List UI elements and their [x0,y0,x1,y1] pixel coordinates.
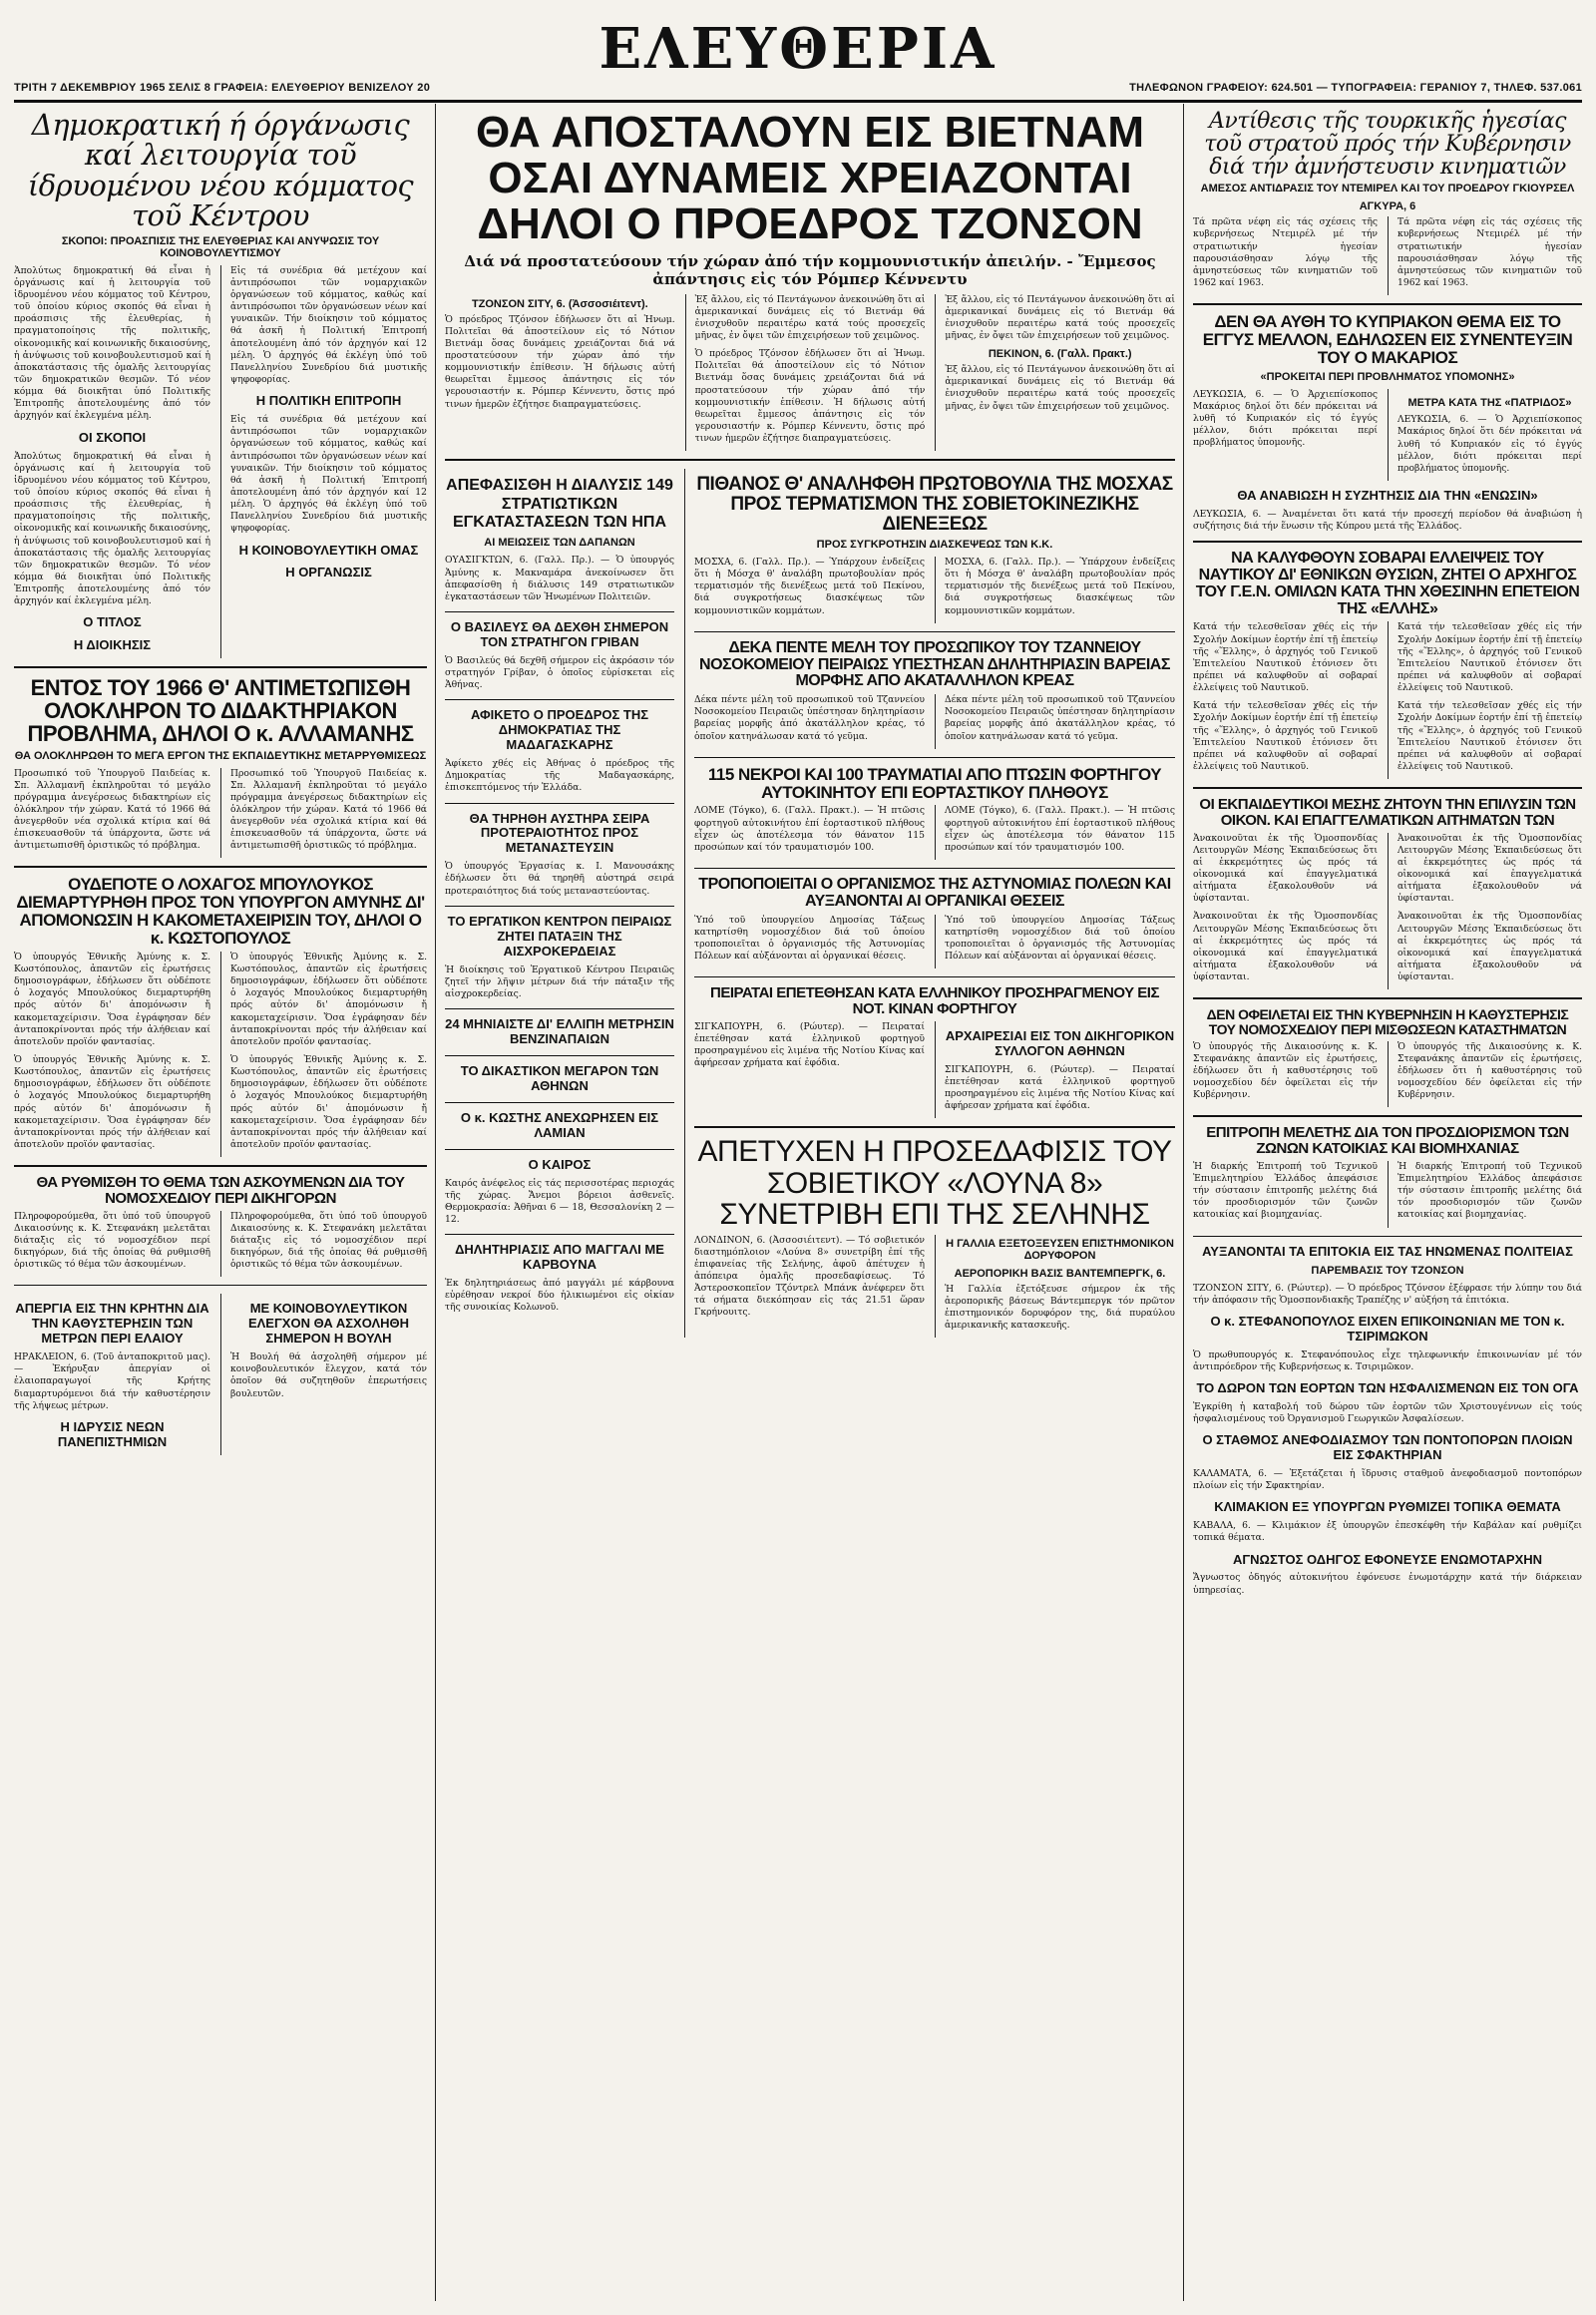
dateline: ΠΕΚΙΝΟΝ, 6. (Γαλλ. Πρακτ.) [988,348,1132,361]
article-text: ΛΕΥΚΩΣΙΑ, 6. — Ἀναμένεται ὅτι κατά τήν προσεχή περίοδον θά ἀναβιώση ἡ συζήτησις διά τήν ἕνωσιν τῆς Κύπρου μετά τῆς Ἑλλάδος. [1193,508,1582,533]
article-text: Εἰς τά συνέδρια θά μετέχουν καί ἀντιπρόσωποι τῶν νομαρχιακῶν ὀργανώσεων τοῦ κόμματος, καθώς καί ἀντιπρόσωποι τῶν ὀργανώσεων νέων καί γυναικῶν. Τήν διοίκησιν τοῦ κόμματος θά ἀσκῆ ἡ Πολιτική Ἐπιτροπή ἀποτελουμένη ἀπό τόν ἀρχηγόν καί 12 μέλη. Ὁ ἀρχηγός θά ἐκλέγη ὑπό τοῦ Πανελληνίου Συνεδρίου διά μυστικῆς ψηφοφορίας. [230,414,427,535]
headline-poisoning: ΔΗΛΗΤΗΡΙΑΣΙΣ ΑΠΟ ΜΑΓΓΑΛΙ ΜΕ ΚΑΡΒΟΥΝΑ [455,1242,664,1273]
article-text: ΜΟΣΧΑ, 6. (Γαλλ. Πρ.). — Ὑπάρχουν ἐνδείξεις ὅτι ἡ Μόσχα θ' ἀναλάβη πρωτοβουλίαν πρός τερματισμόν τῆς διενέξεως μετά τοῦ Πεκίνου, διά συγκροτήσεως διασκέψεως τῶν κομμουνιστικῶν κομμάτων. [945,557,1175,616]
headline-oga: ΤΟ ΔΩΡΟΝ ΤΩΝ ΕΟΡΤΩΝ ΤΩΝ ΗΣΦΑΛΙΣΜΕΝΩΝ ΕΙΣ ΤΟΝ ΟΓΑ [1196,1379,1579,1395]
article-text: Τά πρῶτα νέφη εἰς τάς σχέσεις τῆς κυβερνήσεως Ντεμιρέλ μέ τήν στρατιωτικήν ἡγεσίαν παρουσιάσθησαν λόγῳ τῆς ἀμνηστεύσεως τῶν κινηματιῶν τοῦ 1962 καί 1963. [1397,216,1582,288]
subheadline-france: Η ΓΑΛΛΙΑ ΕΞΕΤΟΞΕΥΣΕΝ ΕΠΙΣΤΗΜΟΝΙΚΟΝ ΔΟΡΥΦΟΡΟΝ [946,1237,1174,1262]
right-column [1193,104,1582,2301]
section-heading: ΜΕΤΡΑ ΚΑΤΑ ΤΗΣ «ΠΑΤΡΙΔΟΣ» [1407,396,1572,409]
subheadline: ΣΚΟΠΟΙ: ΠΡΟΑΣΠΙΣΙΣ ΤΗΣ ΕΛΕΥΘΕΡΙΑΣ ΚΑΙ ΑΝΥΨΩΣΙΣ ΤΟΥ ΚΟΙΝΟΒΟΥΛΕΥΤΙΣΜΟΥ [61,234,380,259]
article-text: ΗΡΑΚΛΕΙΟΝ, 6. (Τοῦ ἀνταποκριτοῦ μας). — Ἐκήρυξαν ἀπεργίαν οἱ ἐλαιοπαραγωγοί τῆς Κρήτης διαμαρτυρόμενοι διά τήν καθυστέρησιν τῆς λήψεως μέτρων. [14,1351,210,1411]
headline-teachers: ΟΙ ΕΚΠΑΙΔΕΥΤΙΚΟΙ ΜΕΣΗΣ ΖΗΤΟΥΝ ΤΗΝ ΕΠΙΛΥΣΙΝ ΤΩΝ ΟΙΚΟΝ. ΚΑΙ ΕΠΑΓΓΕΛΜΑΤΙΚΩΝ ΑΙΤΗΜΑΤΩΝ ΤΩΝ [1199,796,1576,829]
subheadline: ΑΙ ΜΕΙΩΣΕΙΣ ΤΩΝ ΔΑΠΑΝΩΝ [484,537,635,550]
article-text: Κατά τήν τελεσθεῖσαν χθές εἰς τήν Σχολήν Δοκίμων ἑορτήν ἐπί τῇ ἐπετείῳ τῆς «Ἕλλης», ὁ ἀρχηγός τοῦ Γενικοῦ Ἐπιτελείου Ναυτικοῦ ἐτόνισεν ὅτι πρέπει νά καλυφθοῦν αἱ σοβαραί ἐλλείψεις τοῦ Ναυτικοῦ. [1397,621,1582,694]
headline-lawyers: ΘΑ ΡΥΘΜΙΣΘΗ ΤΟ ΘΕΜΑ ΤΩΝ ΑΣΚΟΥΜΕΝΩΝ ΔΙΑ ΤΟΥ ΝΟΜΟΣΧΕΔΙΟΥ ΠΕΡΙ ΔΙΚΗΓΟΡΩΝ [36,1174,405,1207]
headline-driver: ΑΓΝΩΣΤΟΣ ΟΔΗΓΟΣ ΕΦΟΝΕΥΣΕ ΕΝΩΜΟΤΑΡΧΗΝ [1232,1551,1543,1567]
headline-bases: ΑΠΕΦΑΣΙΣΘΗ Η ΔΙΑΛΥΣΙΣ 149 ΣΤΡΑΤΙΩΤΙΚΩΝ ΕΓΚΑΤΑΣΤΑΣΕΩΝ ΤΩΝ ΗΠΑ [446,477,673,532]
article-text: Πληροφορούμεθα, ὅτι ὑπό τοῦ ὑπουργοῦ Δικαιοσύνης κ. Κ. Στεφανάκη μελετᾶται διάταξις εἰς τό νομοσχέδιον περί δικηγόρων, διά τῆς ὁποίας θά ρυθμισθῆ ὁριστικῶς τό θέμα τῶν ἀσκουμένων. [230,1210,427,1271]
center-left-subcolumn [445,469,674,1338]
column-divider [1183,104,1184,2301]
headline-ministers: ΚΛΙΜΑΚΙΟΝ ΕΞ ΥΠΟΥΡΓΩΝ ΡΥΘΜΙΖΕΙ ΤΟΠΙΚΑ ΘΕΜΑΤΑ [1214,1499,1561,1515]
article-text: Ὁ ὑπουργός Ἐθνικῆς Ἀμύνης κ. Σ. Κωστόπουλος, ἀπαντῶν εἰς ἐρωτήσεις δημοσιογράφων, ἐδήλωσεν ὅτι οὐδέποτε ὁ λοχαγός Μπουλούκος διεμαρτυρήθη πρός αὐτόν δι' ἀπομόνωσιν ἤ κακομεταχείρισιν. Ὅσα ἐγράφησαν δέν ἀνταποκρίνονται πρός τήν ἀλήθειαν καί ἀποτελοῦν προϊόν φαντασίας. [230,1053,427,1150]
subheadline: ΠΡΟΣ ΣΥΓΚΡΟΤΗΣΙΝ ΔΙΑΣΚΕΨΕΩΣ ΤΩΝ Κ.Κ. [816,539,1053,552]
headline-makarios: ΔΕΝ ΘΑ ΑΥΘΗ ΤΟ ΚΥΠΡΙΑΚΟΝ ΘΕΜΑ ΕΙΣ ΤΟ ΕΓΓΥΣ ΜΕΛΛΟΝ, ΕΔΗΛΩΣΕΝ ΕΙΣ ΣΥΝΕΝΤΕΥΞΙΝ ΤΟΥ Ο ΜΑΚΑΡΙΟΣ [1202,312,1573,367]
column-divider [435,104,436,2301]
article-text: ΜΟΣΧΑ, 6. (Γαλλ. Πρ.). — Ὑπάρχουν ἐνδείξεις ὅτι ἡ Μόσχα θ' ἀναλάβη πρωτοβουλίαν πρός τερματισμόν τῆς διενέξεως μετά τοῦ Πεκίνου, διά συγκροτήσεως διασκέψεως τῶν κομμουνιστικῶν κομμάτων. [694,557,925,616]
section-heading: Η ΠΟΛΙΤΙΚΗ ΕΠΙΤΡΟΠΗ [255,393,402,409]
headline-labour-centre: ΤΟ ΕΡΓΑΤΙΚΟΝ ΚΕΝΤΡΟΝ ΠΕΙΡΑΙΩΣ ΖΗΤΕΙ ΠΑΤΑΞΙΝ ΤΗΣ ΑΙΣΧΡΟΚΕΡΔΕΙΑΣ [447,913,672,959]
article-text: Ἀνακοινοῦται ἐκ τῆς Ὁμοσπονδίας Λειτουργῶν Μέσης Ἐκπαιδεύσεως ὅτι αἱ ἐκκρεμότητες ὡς πρός τά οἰκονομικά καί ἐπαγγελματικά αἰτήματα ἐξακολουθοῦν νά ὑφίστανται. [1193,832,1378,905]
headline-vietnam: ΘΑ ΑΠΟΣΤΑΛΟΥΝ ΕΙΣ ΒΙΕΤΝΑΜ ΟΣΑΙ ΔΥΝΑΜΕΙΣ ΧΡΕΙΑΖΟΝΤΑΙ ΔΗΛΟΙ Ο ΠΡΟΕΔΡΟΣ ΤΖΟΝΣΟΝ [475,108,1145,249]
headline-sfaktiria: Ο ΣΤΑΘΜΟΣ ΑΝΕΦΟΔΙΑΣΜΟΥ ΤΩΝ ΠΟΝΤΟΠΟΡΩΝ ΠΛΟΙΩΝ ΕΙΣ ΣΦΑΚΤΗΡΙΑΝ [1202,1432,1573,1463]
headline-leases: ΔΕΝ ΟΦΕΙΛΕΤΑΙ ΕΙΣ ΤΗΝ ΚΥΒΕΡΝΗΣΙΝ Η ΚΑΘΥΣΤΕΡΗΣΙΣ ΤΟΥ ΝΟΜΟΣΧΕΔΙΟΥ ΠΕΡΙ ΜΙΣΘΩΣΕΩΝ ΚΑΤΑΣΤΗΜΑΤΩΝ [1206,1006,1569,1037]
masthead [14,14,1582,103]
article-text: ΣΙΓΚΑΠΟΥΡΗ, 6. (Ρώυτερ). — Πειραταί ἐπετέθησαν κατά ἑλληνικοῦ φορτηγοῦ προσηραγμένου εἰς λιμένα τῆς Νοτίου Κίνας καί ἀφήρεσαν χρήματα καί ἐφόδια. [694,1020,925,1069]
subheadline-vietnam: Διά νά προστατεύσουν τήν χώραν ἀπό τήν κομμουνιστικήν ἀπειλήν. - Ἔμμεσος ἀπάντησις εἰς τόν Ρόμπερ Κέννεντυ [464,251,1156,288]
headline-kostis: Ο κ. ΚΩΣΤΗΣ ΑΝΕΧΩΡΗΣΕΝ ΕΙΣ ΛΑΜΙΑΝ [460,1109,659,1140]
article-text: Ἀπολύτως δημοκρατική θά εἶναι ἡ ὀργάνωσις καί ἡ λειτουργία τοῦ ἱδρυομένου νέου κόμματος τοῦ Κέντρου, τοῦ ὁποίου κύριος σκοπός θά εἶναι ἡ προάσπισις τῆς ἐλευθερίας, ἡ πραγματοποίησις τῆς πολιτικῆς, οἰκονομικῆς καί κοινωνικῆς δικαιοσύνης, ἡ ἀνύψωσις τοῦ κοινοβουλευτισμοῦ καί ἡ ἀποκατάστασις τῆς ὁμαλῆς λειτουργίας τῶν δημοκρατικῶν θεσμῶν. Τό νέον κόμμα θά διοικῆται ὑπό Πολιτικῆς Ἐπιτροπῆς ἀποτελουμένης ἀπό τόν ἀρχηγόν καί ἐκλεγμένα μέλη. [14,264,210,422]
section-heading: Η ΚΟΙΝΟΒΟΥΛΕΥΤΙΚΗ ΟΜΑΣ [238,542,419,558]
article-text: Ἐκ δηλητηριάσεως ἀπό μαγγάλι μέ κάρβουνα εὑρέθησαν νεκροί δύο ἡλικιωμένοι εἰς οἰκίαν τῆς συνοικίας Κολωνοῦ. [445,1277,674,1314]
article-text: ΤΖΟΝΣΟΝ ΣΙΤΥ, 6. (Ρώυτερ). — Ὁ πρόεδρος Τζόνσον ἐξέφρασε τήν λύπην του διά τήν ἀπόφασιν τῆς Ὁμοσπονδιακῆς Τραπέζης ν' αὐξήση τά ἐπιτόκια. [1193,1282,1582,1306]
section-heading: Η ΟΡΓΑΝΩΣΙΣ [285,565,372,580]
article-text: ΛΕΥΚΩΣΙΑ, 6. — Ὁ Ἀρχιεπίσκοπος Μακάριος δηλοί ὅτι δέν πρόκειται νά λυθῆ τό Κυπριακόν εἰς τό ἐγγύς μέλλον, διότι πρόκειται περί προβλήματος ὑπομονῆς. [1397,414,1582,474]
article-text: Ὁ ὑπουργός Ἐθνικῆς Ἀμύνης κ. Σ. Κωστόπουλος, ἀπαντῶν εἰς ἐρωτήσεις δημοσιογράφων, ἐδήλωσεν ὅτι οὐδέποτε ὁ λοχαγός Μπουλούκος διεμαρτυρήθη πρός αὐτόν δι' ἀπομόνωσιν ἤ κακομεταχείρισιν. Ὅσα ἐγράφησαν δέν ἀνταποκρίνονται πρός τήν ἀλήθειαν καί ἀποτελοῦν προϊόν φαντασίας. [230,951,427,1047]
headline-luna8: ΑΠΕΤΥΧΕΝ Η ΠΡΟΣΕΔΑΦΙΣΙΣ ΤΟΥ ΣΟΒΙΕΤΙΚΟΥ «ΛΟΥΝΑ 8» ΣΥΝΕΤΡΙΒΗ ΕΠΙ ΤΗΣ ΣΕΛΗΝΗΣ [697,1135,1172,1232]
article-text: Ἐξ ἄλλου, εἰς τό Πεντάγωνον ἀνεκοινώθη ὅτι αἱ ἀμερικανικαί δυνάμεις εἰς τό Βιετνάμ θά ἐνισχυθοῦν περαιτέρω κατά τούς προσεχεῖς μῆνας, ἐν ὄψει τῶν ἐπιχειρήσεων τοῦ χειμῶνος. [945,293,1175,341]
headline-universities: Η ΙΔΡΥΣΙΣ ΝΕΩΝ ΠΑΝΕΠΙΣΤΗΜΙΩΝ [57,1418,168,1449]
article-text: Δέκα πέντε μέλη τοῦ προσωπικοῦ τοῦ Τζαννείου Νοσοκομείου Πειραιῶς ὑπέστησαν δηλητηρίασιν βαρείας μορφῆς ἀπό ἀκατάλληλον κρέας, τό ὁποῖον κατηνάλωσαν κατά τό γεῦμα. [694,694,925,742]
headline-madagascar: ΑΦΙΚΕΤΟ Ο ΠΡΟΕΔΡΟΣ ΤΗΣ ΔΗΜΟΚΡΑΤΙΑΣ ΤΗΣ ΜΑΔΑΓΑΣΚΑΡΗΣ [470,707,649,753]
article-text: Εἰς τά συνέδρια θά μετέχουν καί ἀντιπρόσωποι τῶν νομαρχιακῶν ὀργανώσεων τοῦ κόμματος, καθώς καί ἀντιπρόσωποι τῶν ὀργανώσεων νέων καί γυναικῶν. Τήν διοίκησιν τοῦ κόμματος θά ἀσκῆ ἡ Πολιτική Ἐπιτροπή ἀποτελουμένη ἀπό τόν ἀρχηγόν καί 12 μέλη. Ὁ ἀρχηγός θά ἐκλέγη ὑπό τοῦ Πανελληνίου Συνεδρίου διά μυστικῆς ψηφοφορίας. [230,264,427,386]
article-text: Ἀφίκετο χθές εἰς Ἀθήνας ὁ πρόεδρος τῆς Δημοκρατίας τῆς Μαδαγασκάρης, ἐπισκεπτόμενος τήν Ἑλλάδα. [445,758,674,794]
masthead-dateline: ΤΡΙΤΗ 7 ΔΕΚΕΜΒΡΙΟΥ 1965 ΣΕΛΙΣ 8 ΓΡΑΦΕΙΑ: ΕΛΕΥΘΕΡΙΟΥ ΒΕΝΙΖΕΛΟΥ 20 [14,82,431,94]
article-text: Τά πρῶτα νέφη εἰς τάς σχέσεις τῆς κυβερνήσεως Ντεμιρέλ μέ τήν στρατιωτικήν ἡγεσίαν παρουσιάσθησαν λόγῳ τῆς ἀμνηστεύσεως τῶν κινηματιῶν τοῦ 1962 καί 1963. [1193,216,1378,288]
article-text: ΛΕΥΚΩΣΙΑ, 6. — Ὁ Ἀρχιεπίσκοπος Μακάριος δηλοί ὅτι δέν πρόκειται νά λυθῆ τό Κυπριακόν εἰς τό ἐγγύς μέλλον, διότι πρόκειται περί προβλήματος ὑπομονῆς. [1193,388,1378,449]
article-text: Ὁ πρόεδρος Τζόνσον ἐδήλωσεν ὅτι αἱ Ἡνωμ. Πολιτεῖαι θά ἀποστείλουν εἰς τό Νότιον Βιετνάμ ὅσας δυνάμεις χρειάζονται διά νά προστατεύσουν τήν χώραν ἀπό τήν κομμουνιστικήν ἐπίθεσιν. Ἡ δήλωσις αὐτή θεωρεῖται ἔμμεσος ἀπάντησις εἰς τόν γερουσιαστήν κ. Ρόμπερ Κέννεντυ, ὅστις πρό τινων ἡμερῶν ἐζήτησε διαπραγματεύσεις. [445,313,675,410]
article-text: Ὁ πρόεδρος Τζόνσον ἐδήλωσεν ὅτι αἱ Ἡνωμ. Πολιτεῖαι θά ἀποστείλουν εἰς τό Νότιον Βιετνάμ ὅσας δυνάμεις χρειάζονται διά νά προστατεύσουν τήν χώραν ἀπό τήν κομμουνιστικήν ἐπίθεσιν. Ἡ δήλωσις αὐτή θεωρεῖται ἔμμεσος ἀπάντησις εἰς τόν γερουσιαστήν κ. Ρόμπερ Κέννεντυ, ὅστις πρό τινων ἡμερῶν ἐζήτησε διαπραγματεύσεις. [694,348,926,445]
article-text: Ὁ ὑπουργός Ἐθνικῆς Ἀμύνης κ. Σ. Κωστόπουλος, ἀπαντῶν εἰς ἐρωτήσεις δημοσιογράφων, ἐδήλωσεν ὅτι οὐδέποτε ὁ λοχαγός Μπουλούκος διεμαρτυρήθη πρός αὐτόν δι' ἀπομόνωσιν ἤ κακομεταχείρισιν. Ὅσα ἐγράφησαν δέν ἀνταποκρίνονται πρός τήν ἀλήθειαν καί ἀποτελοῦν προϊόν φαντασίας. [14,951,210,1047]
headline-turkey: Αντίθεσις τῆς τουρκικῆς ἡγεσίας τοῦ στρατοῦ πρός τήν Κυβέρνησιν διά τήν ἀμνήστευσιν κινηματιῶν [1204,109,1571,181]
article-text: Ἐξ ἄλλου, εἰς τό Πεντάγωνον ἀνεκοινώθη ὅτι αἱ ἀμερικανικαί δυνάμεις εἰς τό Βιετνάμ θά ἐνισχυθοῦν περαιτέρω κατά τούς προσεχεῖς μῆνας, ἐν ὄψει τῶν ἐπιχειρήσεων τοῦ χειμῶνος. [945,364,1175,412]
article-text: Κατά τήν τελεσθεῖσαν χθές εἰς τήν Σχολήν Δοκίμων ἑορτήν ἐπί τῇ ἐπετείῳ τῆς «Ἕλλης», ὁ ἀρχηγός τοῦ Γενικοῦ Ἐπιτελείου Ναυτικοῦ ἐτόνισεν ὅτι πρέπει νά καλυφθοῦν αἱ σοβαραί ἐλλείψεις τοῦ Ναυτικοῦ. [1397,700,1582,772]
newspaper-title: ΕΛΕΥΘΕΡΙΑ [598,16,998,82]
subheadline: «ΠΡΟΚΕΙΤΑΙ ΠΕΡΙ ΠΡΟΒΛΗΜΑΤΟΣ ΥΠΟΜΟΝΗΣ» [1260,370,1515,383]
headline-strike: ΑΠΕΡΓΙΑ ΕΙΣ ΤΗΝ ΚΡΗΤΗΝ ΔΙΑ ΤΗΝ ΚΑΘΥΣΤΕΡΗΣΙΝ ΤΩΝ ΜΕΤΡΩΝ ΠΕΡΙ ΕΛΑΙΟΥ [15,1301,209,1347]
center-column [445,104,1175,2301]
center-right-subarea [684,469,1175,1338]
article-text: Κατά τήν τελεσθεῖσαν χθές εἰς τήν Σχολήν Δοκίμων ἑορτήν ἐπί τῇ ἐπετείῳ τῆς «Ἕλλης», ὁ ἀρχηγός τοῦ Γενικοῦ Ἐπιτελείου Ναυτικοῦ ἐτόνισεν ὅτι πρέπει νά καλυφθοῦν αἱ σοβαραί ἐλλείψεις τοῦ Ναυτικοῦ. [1193,700,1378,772]
headline-zones: ΕΠΙΤΡΟΠΗ ΜΕΛΕΤΗΣ ΔΙΑ ΤΟΝ ΠΡΟΣΔΙΟΡΙΣΜΟΝ ΤΩΝ ΖΩΝΩΝ ΚΑΤΟΙΚΙΑΣ ΚΑΙ ΒΙΟΜΗΧΑΝΙΑΣ [1206,1124,1569,1158]
article-text: Ἡ διαρκής Ἐπιτροπή τοῦ Τεχνικοῦ Ἐπιμελητηρίου Ἑλλάδος ἀπεφάσισε τήν σύστασιν ἐπιτροπῆς μελέτης διά τόν προσδιορισμόν τῶν ζωνῶν κατοικίας καί βιομηχανίας. [1397,1160,1582,1221]
section-heading: ΟΙ ΣΚΟΠΟΙ [78,429,147,445]
article-text: Ἀπολύτως δημοκρατική θά εἶναι ἡ ὀργάνωσις καί ἡ λειτουργία τοῦ ἱδρυομένου νέου κόμματος τοῦ Κέντρου, τοῦ ὁποίου κύριος σκοπός θά εἶναι ἡ προάσπισις τῆς ἐλευθερίας, ἡ πραγματοποίησις τῆς πολιτικῆς, οἰκονομικῆς καί κοινωνικῆς δικαιοσύνης, ἡ ἀνύψωσις τοῦ κοινοβουλευτισμοῦ καί ἡ ἀποκατάστασις τῆς ὁμαλῆς λειτουργίας τῶν δημοκρατικῶν θεσμῶν. Τό νέον κόμμα θά διοικῆται ὑπό Πολιτικῆς Ἐπιτροπῆς ἀποτελουμένης ἀπό τόν ἀρχηγόν καί ἐκλεγμένα μέλη. [14,450,210,607]
headline-stefanopoulos: Ο κ. ΣΤΕΦΑΝΟΠΟΥΛΟΣ ΕΙΧΕΝ ΕΠΙΚΟΙΝΩΝΙΑΝ ΜΕ ΤΟΝ κ. ΤΣΙΡΙΜΩΚΟΝ [1210,1313,1565,1344]
subheadline: ΑΜΕΣΟΣ ΑΝΤΙΔΡΑΣΙΣ ΤΟΥ ΝΤΕΜΙΡΕΛ ΚΑΙ ΤΟΥ ΠΡΟΕΔΡΟΥ ΓΚΙΟΥΡΣΕΛ [1200,183,1575,195]
article-text: Πληροφορούμεθα, ὅτι ὑπό τοῦ ὑπουργοῦ Δικαιοσύνης κ. Κ. Στεφανάκη μελετᾶται διάταξις εἰς τό νομοσχέδιον περί δικηγόρων, διά τῆς ὁποίας θά ρυθμισθῆ ὁριστικῶς τό θέμα τῶν ἀσκουμένων. [14,1210,210,1271]
section-heading: Η ΔΙΟΙΚΗΣΙΣ [73,637,152,653]
article-text: Κατά τήν τελεσθεῖσαν χθές εἰς τήν Σχολήν Δοκίμων ἑορτήν ἐπί τῇ ἐπετείῳ τῆς «Ἕλλης», ὁ ἀρχηγός τοῦ Γενικοῦ Ἐπιτελείου Ναυτικοῦ ἐτόνισεν ὅτι πρέπει νά καλυφθοῦν αἱ σοβαραί ἐλλείψεις τοῦ Ναυτικοῦ. [1193,621,1378,694]
article-text: Ὁ πρωθυπουργός κ. Στεφανόπουλος εἶχε τηλεφωνικήν ἐπικοινωνίαν μέ τόν ἀντιπρόεδρον τῆς Κυβερνήσεως κ. Τσιριμῶκον. [1193,1349,1582,1372]
article-text: ΣΙΓΚΑΠΟΥΡΗ, 6. (Ρώυτερ). — Πειραταί ἐπετέθησαν κατά ἑλληνικοῦ φορτηγοῦ προσηραγμένου εἰς λιμένα τῆς Νοτίου Κίνας καί ἀφήρεσαν χρήματα καί ἐφόδια. [945,1063,1175,1111]
headline-enosis: ΘΑ ΑΝΑΒΙΩΣΗ Η ΣΥΖΗΤΗΣΙΣ ΔΙΑ ΤΗΝ «ΕΝΩΣΙΝ» [1237,488,1538,503]
article-text: Ὑπό τοῦ ὑπουργείου Δημοσίας Τάξεως κατηρτίσθη νομοσχέδιον διά τοῦ ὁποίου τροποποιεῖται ὁ ὀργανισμός τῆς Ἀστυνομίας Πόλεων καί αὐξάνονται αἱ ὀργανικαί θέσεις. [945,914,1175,962]
headline-courthouse: ΤΟ ΔΙΚΑΣΤΙΚΟΝ ΜΕΓΑΡΟΝ ΤΩΝ ΑΘΗΝΩΝ [460,1062,659,1093]
article-text: Ὑπό τοῦ ὑπουργείου Δημοσίας Τάξεως κατηρτίσθη νομοσχέδιον διά τοῦ ὁποίου τροποποιεῖται ὁ ὀργανισμός τῆς Ἀστυνομίας Πόλεων καί αὐξάνονται αἱ ὀργανικαί θέσεις. [694,914,925,962]
article-text: Ἄγνωστος ὁδηγός αὐτοκινήτου ἐφόνευσε ἐνωμοτάρχην κατά τήν διάρκειαν ὑπηρεσίας. [1193,1572,1582,1596]
headline-moscow: ΠΙΘΑΝΟΣ Θ' ΑΝΑΛΗΦΘΗ ΠΡΩΤΟΒΟΥΛΙΑ ΤΗΣ ΜΟΣΧΑΣ ΠΡΟΣ ΤΕΡΜΑΤΙΣΜΟΝ ΤΗΣ ΣΟΒΙΕΤΟΚΙΝΕΖΙΚΗΣ ΔΙΕΝΕΞΕΩΣ [696,474,1173,536]
headline-emigration: ΘΑ ΤΗΡΗΘΗ ΑΥΣΤΗΡΑ ΣΕΙΡΑ ΠΡΟΤΕΡΑΙΟΤΗΤΟΣ ΠΡΟΣ ΜΕΤΑΝΑΣΤΕΥΣΙΝ [469,810,650,856]
headline-center-party: Δημοκρατική ή όργάνωσις καί λειτουργία τοῦ ίδρυομένου νέου κόμματος τοῦ Κέντρου [27,108,414,233]
article-text: Ὁ ὑπουργός τῆς Δικαιοσύνης κ. Κ. Στεφανάκης ἀπαντῶν εἰς ἐρωτήσεις, ἐδήλωσεν ὅτι ἡ καθυστέρησις τοῦ νομοσχεδίου δέν ὀφείλεται εἰς τήν Κυβέρνησιν. [1193,1040,1378,1101]
headline-school-buildings: ΕΝΤΟΣ ΤΟΥ 1966 Θ' ΑΝΤΙΜΕΤΩΠΙΣΘΗ ΟΛΟΚΛΗΡΟΝ ΤΟ ΔΙΔΑΚΤΗΡΙΑΚΟΝ ΠΡΟΒΛΗΜΑ, ΔΗΛΟΙ Ο κ. ΑΛΛΑΜΑΝΗΣ [27,675,414,747]
article-text: ΟΥΑΣΙΓΚΤΩΝ, 6. (Γαλλ. Πρ.). — Ὁ ὑπουργός Ἀμύνης κ. Μακναμάρα ἀνεκοίνωσεν ὅτι ἀπεφασίσθη ἡ διάλυσις 149 στρατιωτικῶν ἐγκαταστάσεων τῶν Ἡνωμένων Πολιτειῶν. [445,555,674,602]
headline-truck: 115 ΝΕΚΡΟΙ ΚΑΙ 100 ΤΡΑΥΜΑΤΙΑΙ ΑΠΟ ΠΤΩΣΙΝ ΦΟΡΤΗΓΟΥ ΑΥΤΟΚΙΝΗΤΟΥ ΕΠΙ ΕΟΡΤΑΣΤΙΚΟΥ ΠΛΗΘΟΥΣ [707,764,1162,802]
article-text: Ὁ ὑπουργός Ἐργασίας κ. Ι. Μανουσάκης ἐδήλωσεν ὅτι θά τηρηθῆ αὐστηρά σειρά προτεραιότητος διά τούς μεταναστεύοντας. [445,861,674,897]
article-text: Ἀνακοινοῦται ἐκ τῆς Ὁμοσπονδίας Λειτουργῶν Μέσης Ἐκπαιδεύσεως ὅτι αἱ ἐκκρεμότητες ὡς πρός τά οἰκονομικά καί ἐπαγγελματικά αἰτήματα ἐξακολουθοῦν νά ὑφίστανται. [1193,911,1378,983]
article-text: ΛΟΝΔΙΝΟΝ, 6. (Ἀσσοσιέιτεντ). — Τό σοβιετικόν διαστημόπλοιον «Λούνα 8» συνετρίβη ἐπί τῆς ἐπιφανείας τῆς Σελήνης, ἀφοῦ ἀπέτυχεν ἡ ἀπόπειρα ὁμαλῆς προσεδαφίσεως. Τό Ἀστεροσκοπεῖον Τζόντρελ Μπάνκ ἀνέφερεν ὅτι τά σήματα διεκόπησαν εἰς τάς 21.51 ὥραν Γκρήνουιτς. [694,1234,925,1319]
headline-elections: ΑΡΧΑΙΡΕΣΙΑΙ ΕΙΣ ΤΟΝ ΔΙΚΗΓΟΡΙΚΟΝ ΣΥΛΛΟΓΟΝ ΑΘΗΝΩΝ [945,1027,1175,1058]
article-text: Ἡ διαρκής Ἐπιτροπή τοῦ Τεχνικοῦ Ἐπιμελητηρίου Ἑλλάδος ἀπεφάσισε τήν σύστασιν ἐπιτροπῆς μελέτης διά τόν προσδιορισμόν τῶν ζωνῶν κατοικίας καί βιομηχανίας. [1193,1160,1378,1221]
headline-hospital: ΔΕΚΑ ΠΕΝΤΕ ΜΕΛΗ ΤΟΥ ΠΡΟΣΩΠΙΚΟΥ ΤΟΥ ΤΖΑΝΝΕΙΟΥ ΝΟΣΟΚΟΜΕΙΟΥ ΠΕΙΡΑΙΩΣ ΥΠΕΣΤΗΣΑΝ ΔΗΛΗΤΗΡΙΑΣΙΝ ΒΑΡΕΙΑΣ ΜΟΡΦΗΣ ΑΠΟ ΑΚΑΤΑΛΛΗΛΟΝ ΚΡΕΑΣ [699,638,1170,690]
article-text: Ὁ Βασιλεύς θά δεχθῆ σήμερον εἰς ἀκρόασιν τόν στρατηγόν Γρίβαν, ὁ ὁποῖος εὑρίσκεται εἰς Ἀθήνας. [445,654,674,691]
headline-police: ΤΡΟΠΟΠΟΙΕΙΤΑΙ Ο ΟΡΓΑΝΙΣΜΟΣ ΤΗΣ ΑΣΤΥΝΟΜΙΑΣ ΠΟΛΕΩΝ ΚΑΙ ΑΥΞΑΝΟΝΤΑΙ ΑΙ ΟΡΓΑΝΙΚΑΙ ΘΕΣΕΙΣ [698,875,1171,910]
headline-captain: ΟΥΔΕΠΟΤΕ Ο ΛΟΧΑΓΟΣ ΜΠΟΥΛΟΥΚΟΣ ΔΙΕΜΑΡΤΥΡΗΘΗ ΠΡΟΣ ΤΟΝ ΥΠΟΥΡΓΟΝ ΑΜΥΝΗΣ ΔΙ' ΑΠΟΜΟΝΩΣΙΝ Η ΚΑΚΟΜΕΤΑΧΕΙΡΙΣΙΝ ΤΟΥ, ΔΗΛΟΙ Ο κ. ΚΩΣΤΟΠΟΥΛΟΣ [16,875,425,949]
article-text: Ἡ διοίκησις τοῦ Ἐργατικοῦ Κέντρου Πειραιῶς ζητεῖ τήν λῆψιν μέτρων διά τήν πάταξιν τῆς αἰσχροκερδείας. [445,964,674,999]
section-heading: Ο ΤΙΤΛΟΣ [83,614,142,630]
headline-navy: ΝΑ ΚΑΛΥΦΘΟΥΝ ΣΟΒΑΡΑΙ ΕΛΛΕΙΨΕΙΣ ΤΟΥ ΝΑΥΤΙΚΟΥ ΔΙ' ΕΘΝΙΚΩΝ ΘΥΣΙΩΝ, ΖΗΤΕΙ Ο ΑΡΧΗΓΟΣ ΤΟΥ Γ.Ε.Ν. ΟΜΙΛΩΝ ΚΑΤΑ ΤΗΝ ΧΘΕΣΙΝΗΝ ΕΠΕΤΕΙΟΝ ΤΗΣ «ΕΛΛΗΣ» [1195,550,1580,617]
headline-rates: ΑΥΞΑΝΟΝΤΑΙ ΤΑ ΕΠΙΤΟΚΙΑ ΕΙΣ ΤΑΣ ΗΝΩΜΕΝΑΣ ΠΟΛΙΤΕΙΑΣ [1202,1243,1573,1259]
headline-weather: Ο ΚΑΙΡΟΣ [528,1156,592,1172]
article-text: ΛΟΜΕ (Τόγκο), 6. (Γαλλ. Πρακτ.). — Ἡ πτῶσις φορτηγοῦ αὐτοκινήτου ἐπί ἑορταστικοῦ πλήθους εἶχεν ὡς ἀποτέλεσμα τόν θάνατον 115 προσώπων καί τόν τραυματισμόν 100. [945,805,1175,853]
article-text: Ὁ ὑπουργός Ἐθνικῆς Ἀμύνης κ. Σ. Κωστόπουλος, ἀπαντῶν εἰς ἐρωτήσεις δημοσιογράφων, ἐδήλωσεν ὅτι οὐδέποτε ὁ λοχαγός Μπουλούκος διεμαρτυρήθη πρός αὐτόν δι' ἀπομόνωσιν ἤ κακομεταχείρισιν. Ὅσα ἐγράφησαν δέν ἀνταποκρίνονται πρός τήν ἀλήθειαν καί ἀποτελοῦν προϊόν φαντασίας. [14,1053,210,1150]
dateline: ΑΕΡΟΠΟΡΙΚΗ ΒΑΣΙΣ ΒΑΝΤΕΜΠΕΡΓΚ, 6. [954,1267,1166,1280]
article-text: Ἀνακοινοῦται ἐκ τῆς Ὁμοσπονδίας Λειτουργῶν Μέσης Ἐκπαιδεύσεως ὅτι αἱ ἐκκρεμότητες ὡς πρός τά οἰκονομικά καί ἐπαγγελματικά αἰτήματα ἐξακολουθοῦν νά ὑφίστανται. [1397,832,1582,905]
article-text: Ὁ ὑπουργός τῆς Δικαιοσύνης κ. Κ. Στεφανάκης ἀπαντῶν εἰς ἐρωτήσεις, ἐδήλωσεν ὅτι ἡ καθυστέρησις τοῦ νομοσχεδίου δέν ὀφείλεται εἰς τήν Κυβέρνησιν. [1397,1040,1582,1101]
article-text: Ἐξ ἄλλου, εἰς τό Πεντάγωνον ἀνεκοινώθη ὅτι αἱ ἀμερικανικαί δυνάμεις εἰς τό Βιετνάμ θά ἐνισχυθοῦν περαιτέρω κατά τούς προσεχεῖς μῆνας, ἐν ὄψει τῶν ἐπιχειρήσεων τοῦ χειμῶνος. [694,293,926,341]
article-text: Ἐγκρίθη ἡ καταβολή τοῦ δώρου τῶν ἑορτῶν τῶν Χριστουγέννων εἰς τούς ἠσφαλισμένους τοῦ Ὀργανισμοῦ Γεωργικῶν Ἀσφαλίσεων. [1193,1400,1582,1425]
article-text: Ἀνακοινοῦται ἐκ τῆς Ὁμοσπονδίας Λειτουργῶν Μέσης Ἐκπαιδεύσεως ὅτι αἱ ἐκκρεμότητες ὡς πρός τά οἰκονομικά καί ἐπαγγελματικά αἰτήματα ἐξακολουθοῦν νά ὑφίστανται. [1397,911,1582,983]
weather-text: Καιρός ἀνέφελος εἰς τάς περισσοτέρας περιοχάς τῆς χώρας. Ἄνεμοι βόρειοι ἀσθενεῖς. Θερμοκρασία: Ἀθῆναι 6 — 18, Θεσσαλονίκη 2 — 12. [445,1177,674,1225]
left-column [14,104,427,2301]
dateline: ΑΓΚΥΡΑ, 6 [1359,200,1416,213]
subheadline: ΠΑΡΕΜΒΑΣΙΣ ΤΟΥ ΤΖΟΝΣΟΝ [1311,1264,1464,1277]
masthead-phones: ΤΗΛΕΦΩΝΟΝ ΓΡΑΦΕΙΟΥ: 624.501 — ΤΥΠΟΓΡΑΦΕΙΑ: ΓΕΡΑΝΙΟΥ 7, ΤΗΛΕΦ. 537.061 [1129,82,1582,94]
article-text: ΚΑΛΑΜΑΤΑ, 6. — Ἐξετάζεται ἡ ἵδρυσις σταθμοῦ ἀνεφοδιασμοῦ ποντοπόρων πλοίων εἰς τήν Σφακτηρίαν. [1193,1468,1582,1492]
headline-petrol: 24 ΜΗΝΙΑΙΣΤΕ ΔΙ' ΕΛΛΙΠΗ ΜΕΤΡΗΣΙΝ ΒΕΝΖΙΝΑΠΑΙΩΝ [445,1015,674,1046]
article-text: Δέκα πέντε μέλη τοῦ προσωπικοῦ τοῦ Τζαννείου Νοσοκομείου Πειραιῶς ὑπέστησαν δηλητηρίασιν βαρείας μορφῆς ἀπό ἀκατάλληλον κρέας, τό ὁποῖον κατηνάλωσαν κατά τό γεῦμα. [945,694,1175,742]
headline-king: Ο ΒΑΣΙΛΕΥΣ ΘΑ ΔΕΧΘΗ ΣΗΜΕΡΟΝ ΤΟΝ ΣΤΡΑΤΗΓΟΝ ΓΡΙΒΑΝ [450,618,669,649]
article-text: Προσωπικό τοῦ Ὑπουργοῦ Παιδείας κ. Σπ. Ἀλλαμανῆ ἐκπληροῦται τό μεγάλο πρόγραμμα ἀνεγέρσεως διδακτηρίων εἰς ὁλόκληρον τήν χώραν. Κατά τό 1966 θά ἀνεγερθοῦν νέα σχολικά κτίρια καί θά ἐπισκευασθοῦν τά ὑπάρχοντα, ὥστε νά ἀντιμετωπισθῆ ὁριστικῶς τό πρόβλημα. [14,767,210,852]
subheadline: ΘΑ ΟΛΟΚΛΗΡΩΘΗ ΤΟ ΜΕΓΑ ΕΡΓΟΝ ΤΗΣ ΕΚΠΑΙΔΕΥΤΙΚΗΣ ΜΕΤΑΡΡΥΘΜΙΣΕΩΣ [14,749,427,762]
article-text: Ἡ Βουλή θά ἀσχοληθῆ σήμερον μέ κοινοβουλευτικόν ἔλεγχον, κατά τόν ὁποῖον θά συζητηθοῦν ἐπερωτήσεις βουλευτῶν. [230,1351,427,1399]
headline-pirates: ΠΕΙΡΑΤΑΙ ΕΠΕΤΕΘΗΣΑΝ ΚΑΤΑ ΕΛΛΗΝΙΚΟΥ ΠΡΟΣΗΡΑΓΜΕΝΟΥ ΕΙΣ ΝΟΤ. ΚΙΝΑΝ ΦΟΡΤΗΓΟΥ [710,984,1159,1017]
article-text: ΚΑΒΑΛΑ, 6. — Κλιμάκιον ἐξ ὑπουργῶν ἐπεσκέφθη τήν Καβάλαν καί ρυθμίζει τοπικά θέματα. [1193,1520,1582,1544]
dateline: ΤΖΟΝΣΟΝ ΣΙΤΥ, 6. (Ἀσσοσιέιτεντ). [471,297,648,310]
headline-parliament: ΜΕ ΚΟΙΝΟΒΟΥΛΕΥΤΙΚΟΝ ΕΛΕΓΧΟΝ ΘΑ ΑΣΧΟΛΗΘΗ ΣΗΜΕΡΟΝ Η ΒΟΥΛΗ [247,1301,410,1347]
article-text: ΛΟΜΕ (Τόγκο), 6. (Γαλλ. Πρακτ.). — Ἡ πτῶσις φορτηγοῦ αὐτοκινήτου ἐπί ἑορταστικοῦ πλήθους εἶχεν ὡς ἀποτέλεσμα τόν θάνατον 115 προσώπων καί τόν τραυματισμόν 100. [694,805,925,853]
article-text: Ἡ Γαλλία ἐξετόξευσε σήμερον ἐκ τῆς ἀεροπορικῆς βάσεως Βάντεμπεργκ τόν πρῶτον ἐπιστημονικόν δορυφόρον της, διά πυραύλου ἀμερικανικῆς κατασκευῆς. [945,1283,1175,1331]
article-text: Προσωπικό τοῦ Ὑπουργοῦ Παιδείας κ. Σπ. Ἀλλαμανῆ ἐκπληροῦται τό μεγάλο πρόγραμμα ἀνεγέρσεως διδακτηρίων εἰς ὁλόκληρον τήν χώραν. Κατά τό 1966 θά ἀνεγερθοῦν νέα σχολικά κτίρια καί θά ἐπισκευασθοῦν τά ὑπάρχοντα, ὥστε νά ἀντιμετωπισθῆ ὁριστικῶς τό πρόβλημα. [230,767,427,852]
